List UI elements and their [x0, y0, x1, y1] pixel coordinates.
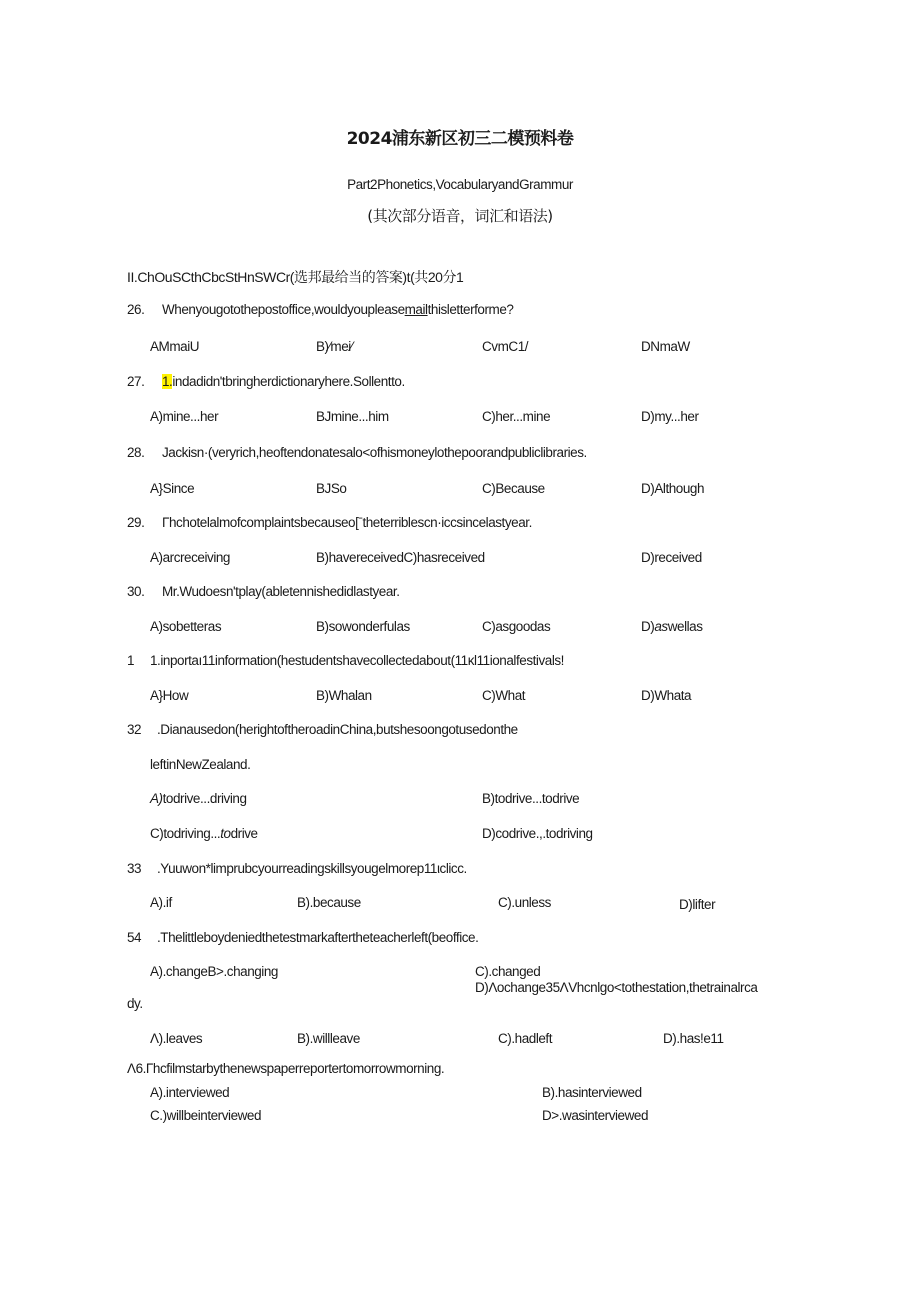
option-d: D)Although: [641, 481, 705, 496]
part-heading-chinese: (其次部分语音，词汇和语法): [367, 207, 553, 225]
question-number: 32: [127, 722, 142, 737]
option-b: B).willleave: [297, 1031, 360, 1046]
option-d: D)codrive.,.todriving: [482, 826, 593, 841]
option-a: A)arcreceiving: [150, 550, 230, 565]
option-c: C)her...mine: [482, 409, 551, 424]
question-text: .Dianausedon(herightoftheroadinChina,butshesoongotusedonthe: [157, 722, 518, 737]
option-d: D>.wasinterviewed: [542, 1108, 649, 1123]
option-a-b: A).changeB>.changing: [150, 964, 278, 979]
question-number: 30.: [127, 584, 145, 599]
option-a: A).if: [150, 895, 172, 910]
question-text: Whenyougotothepostoffice,wouldyoupleasemailthisletterforme?: [162, 302, 514, 317]
option-d: D)aswellas: [641, 619, 703, 634]
option-d: D)Whata: [641, 688, 692, 703]
question-number: 27.: [127, 374, 145, 389]
option-a: A}How: [150, 688, 189, 703]
option-b: BJmine...him: [316, 409, 389, 424]
option-d: DNmaW: [641, 339, 690, 354]
option-b: B)⁄mei⁄: [316, 339, 353, 354]
option-b: B)todrive...todrive: [482, 791, 580, 806]
question-number: 33: [127, 861, 142, 876]
highlighted-text: 1.: [162, 374, 173, 389]
option-c: C)Because: [482, 481, 545, 496]
option-c: C)todriving...todrive: [150, 826, 258, 841]
question-text: Mr.Wudoesn'tplay(abletennishedidlastyear.: [162, 584, 400, 599]
option-a: A)sobetteras: [150, 619, 222, 634]
option-c: C.)willbeinterviewed: [150, 1108, 262, 1123]
option-d: D)lifter: [679, 897, 716, 912]
option-a: AMmaiU: [150, 339, 200, 354]
option-b: B).because: [297, 895, 361, 910]
question-text: Γhchotelalmofcomplaintsbecauseo[ˉtheterriblescn·iccsincelastyear.: [162, 515, 532, 530]
option-c: C).changed: [475, 964, 541, 979]
option-b: B)sowonderfulas: [316, 619, 410, 634]
option-c: C)What: [482, 688, 526, 703]
question-text: Jackisn·(veryrich,heoftendonatesalo<ofhismoneylothepoorandpubliclibraries.: [162, 445, 587, 460]
option-c: C).unless: [498, 895, 551, 910]
option-a: A)mine...her: [150, 409, 219, 424]
question-text: 1.inportaı11information(hestudentshavecollectedabout(11κl11ionalfestivals!: [150, 653, 564, 668]
option-c: C)asgoodas: [482, 619, 551, 634]
option-a: A)todrive...driving: [150, 791, 247, 806]
option-c: C).hadleft: [498, 1031, 553, 1046]
section-heading: II.ChOuSCthCbcStHnSWCr(选邦最给当的答案)t(共20分1: [127, 269, 464, 285]
option-c: CvmC1/: [482, 339, 529, 354]
question-number: 54: [127, 930, 142, 945]
option-d: D)received: [641, 550, 702, 565]
question-text-continued: dy.: [127, 996, 143, 1011]
question-number: 28.: [127, 445, 145, 460]
option-a: Λ).leaves: [150, 1031, 203, 1046]
part-heading: Part2Phonetics,VocabularyandGrammur: [347, 177, 573, 192]
document-title: 2024浦东新区初三二模预料卷: [346, 129, 574, 149]
option-d-and-question-35: D)Λochange35ΛVhcnlgo<tothestation,thetrainalrca: [475, 980, 758, 995]
question-text: Λ6.Γhcfilmstarbythenewspaperreportertomorrowmorning.: [127, 1061, 445, 1076]
option-b: B)Whalan: [316, 688, 372, 703]
question-number: 29.: [127, 515, 145, 530]
question-text: .Yuuwon*limprubcyourreadingskillsyougelmorep11ιclicc.: [157, 861, 467, 876]
question-text-continued: leftinNewZealand.: [150, 757, 251, 772]
question-text: 1.indadidn'tbringherdictionaryhere.Sollentto.: [162, 374, 405, 389]
option-a: A).interviewed: [150, 1085, 230, 1100]
option-d: D)my...her: [641, 409, 699, 424]
question-number: 1: [127, 653, 135, 668]
option-b: B).hasinterviewed: [542, 1085, 642, 1100]
option-b: BJSo: [316, 481, 347, 496]
underlined-word: mail: [404, 302, 428, 317]
question-number: 26.: [127, 302, 145, 317]
option-b-c: B)havereceivedC)hasreceived: [316, 550, 485, 565]
option-a: A}Since: [150, 481, 195, 496]
question-text: .Thelittleboydeniedthetestmarkaftertheteacherleft(beoffice.: [157, 930, 479, 945]
option-d: D).has!e11: [663, 1031, 724, 1046]
